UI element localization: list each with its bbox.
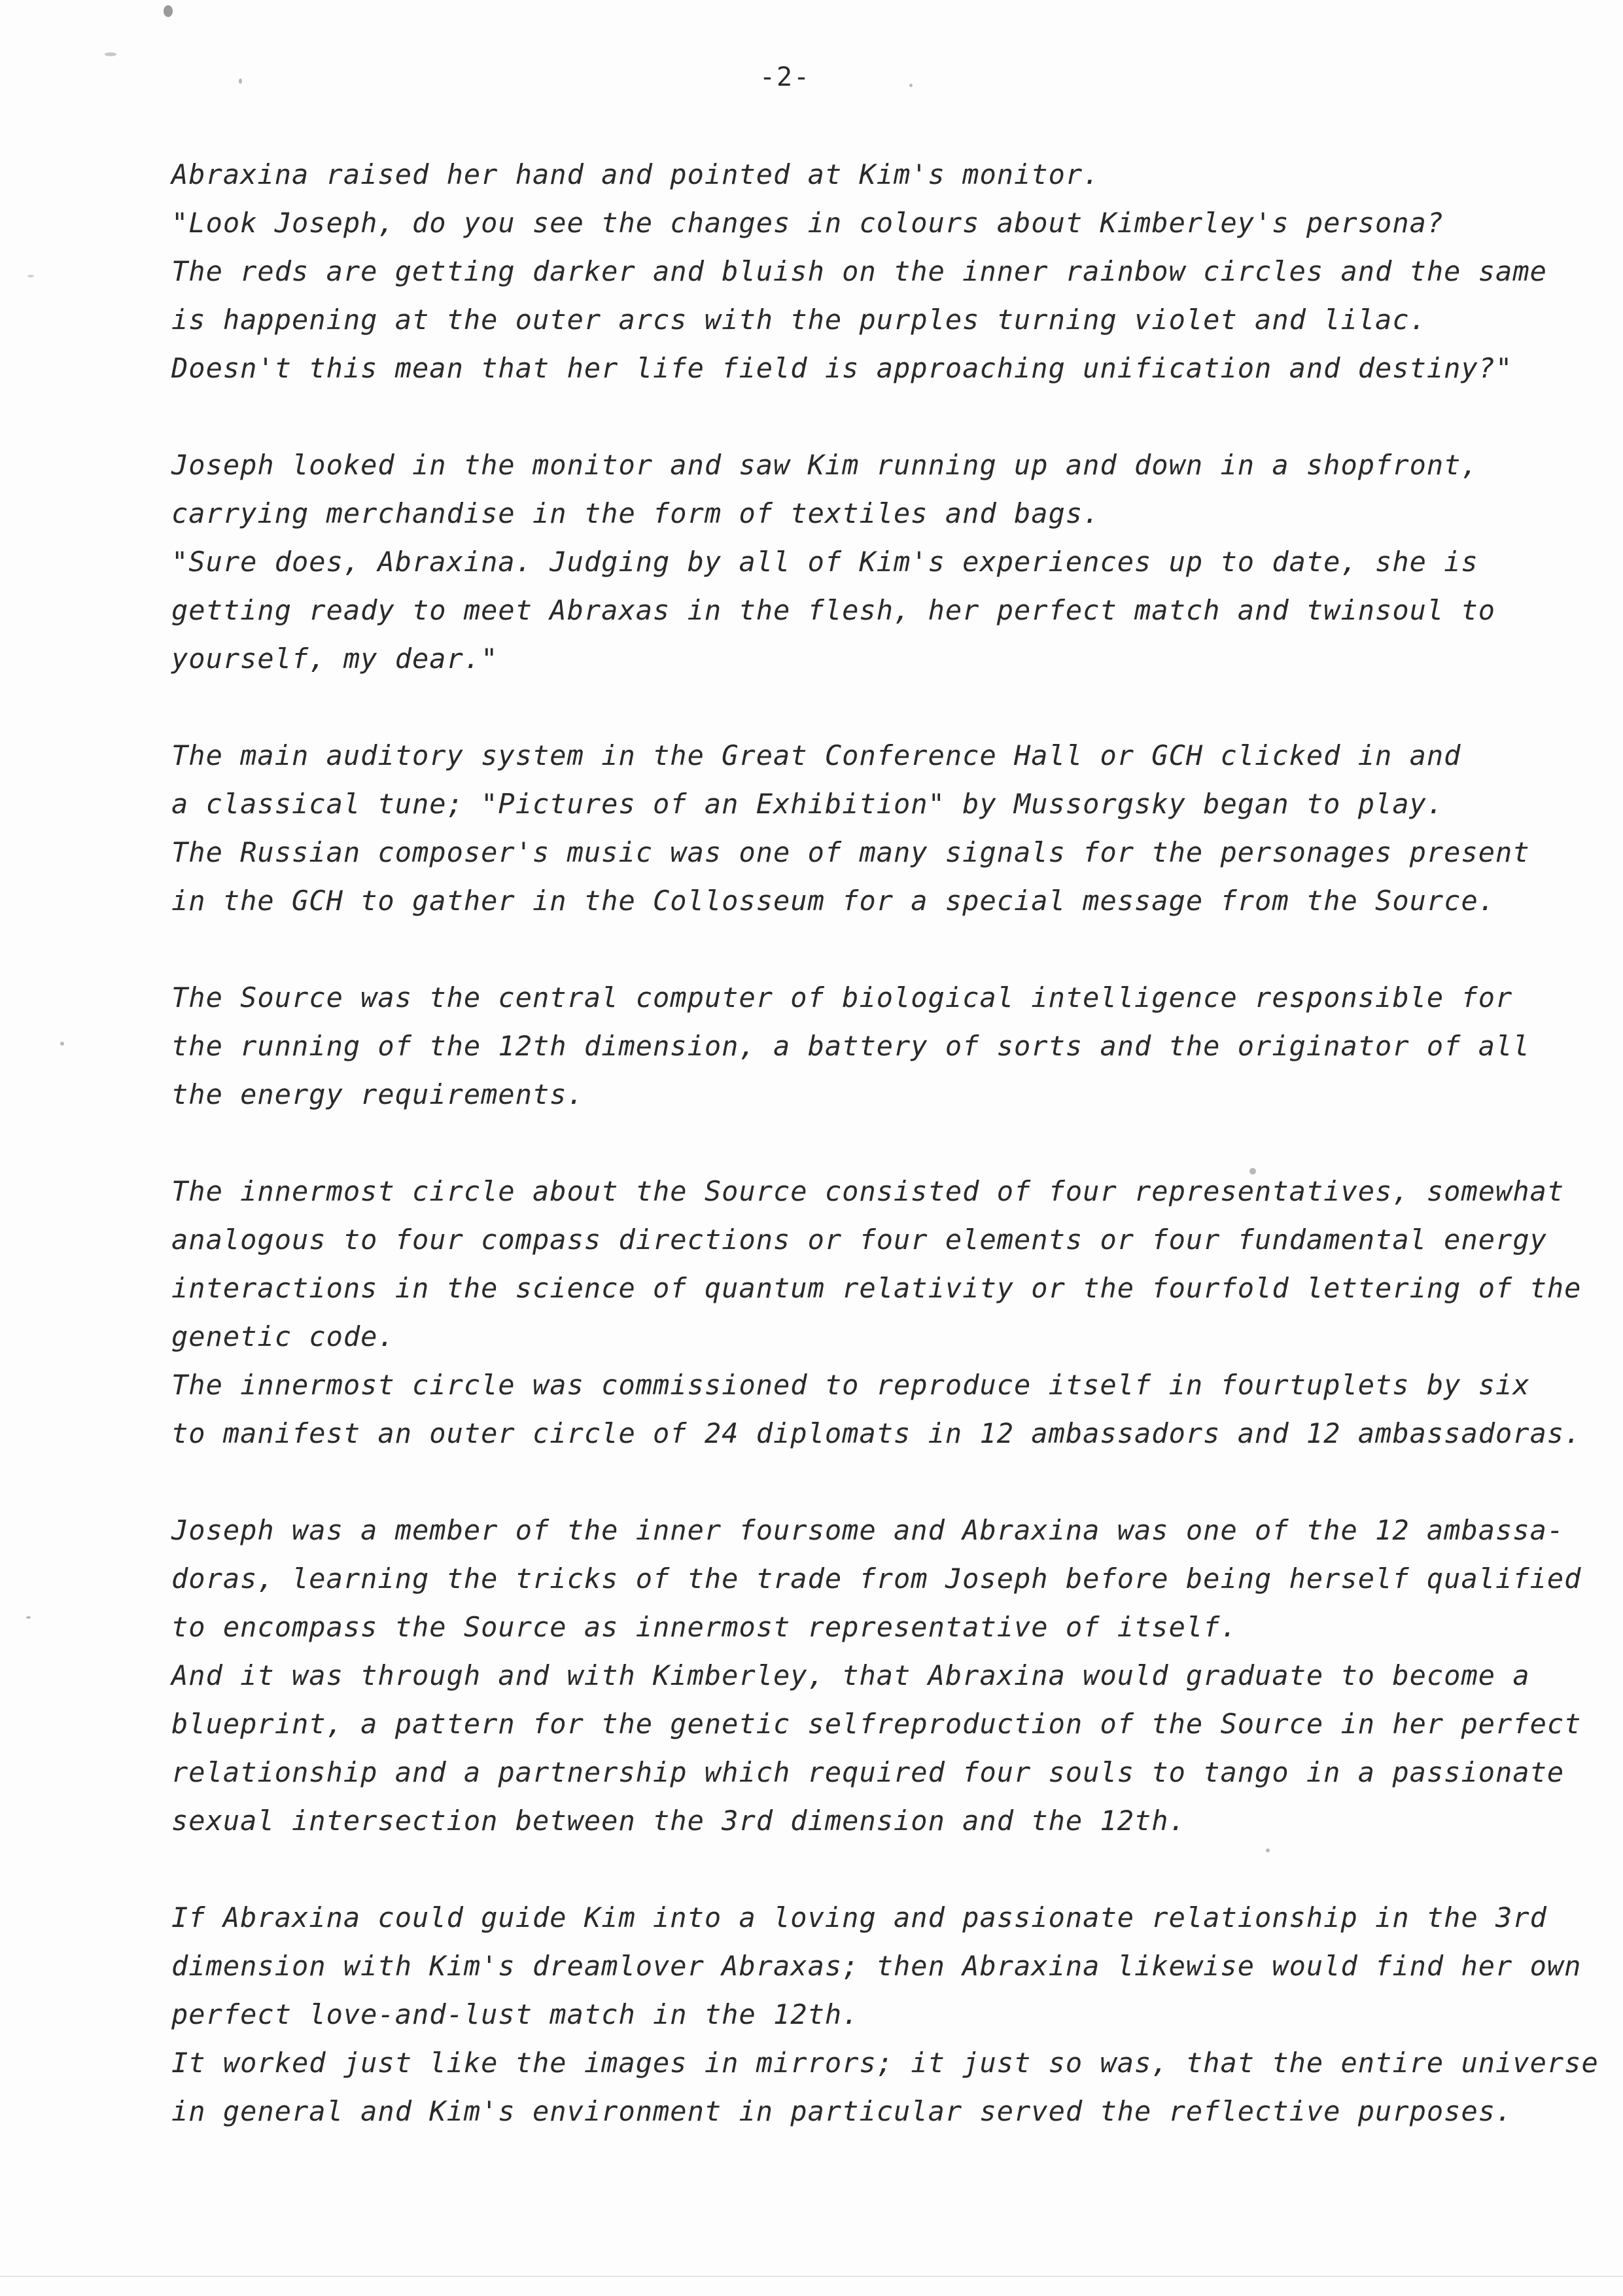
text-line: to manifest an outer circle of 24 diplomats in 12 ambassadors and 12 ambassadoras. <box>171 1417 1582 1449</box>
text-line: to encompass the Source as innermost representative of itself. <box>171 1611 1238 1643</box>
text-line: the running of the 12th dimension, a battery of sorts and the originator of all <box>171 1030 1530 1062</box>
text-line: genetic code. <box>171 1320 395 1352</box>
text-line: carrying merchandise in the form of textiles and bags. <box>171 497 1100 529</box>
text-line: in the GCH to gather in the Collosseum for a special message from the Source. <box>171 885 1496 917</box>
paragraph-4 <box>171 974 1578 1119</box>
paragraph-3 <box>171 732 1578 925</box>
text-line: blueprint, a pattern for the genetic selfreproduction of the Source in her perfect <box>171 1708 1582 1740</box>
paragraph-1 <box>171 150 1578 393</box>
text-line: It worked just like the images in mirrors; it just so was, that the entire universe <box>171 2047 1599 2079</box>
text-line: "Look Joseph, do you see the changes in colours about Kimberley's persona? <box>171 207 1444 239</box>
paragraph-5 <box>171 1167 1582 1458</box>
scan-bottom-edge <box>0 2276 1623 2277</box>
text-line: Joseph was a member of the inner foursome and Abraxina was one of the 12 ambassa- <box>171 1514 1565 1546</box>
text-line: The innermost circle about the Source consisted of four representatives, somewhat <box>171 1175 1565 1207</box>
paragraph-7 <box>171 1894 1599 2136</box>
text-line: in general and Kim's environment in particular served the reflective purposes. <box>171 2095 1513 2127</box>
text-line: The main auditory system in the Great Conference Hall or GCH clicked in and <box>171 739 1461 771</box>
text-line: The reds are getting darker and bluish on the inner rainbow circles and the same <box>171 255 1547 287</box>
scan-speck <box>26 1616 31 1619</box>
text-line: interactions in the science of quantum relativity or the fourfold lettering of the <box>171 1272 1582 1304</box>
text-line: Doesn't this mean that her life field is approaching unification and destiny?" <box>171 352 1513 384</box>
text-line: sexual intersection between the 3rd dimension and the 12th. <box>171 1805 1186 1837</box>
text-line: If Abraxina could guide Kim into a loving and passionate relationship in the 3rd <box>171 1901 1547 1934</box>
text-line: Abraxina raised her hand and pointed at Kim's monitor. <box>171 158 1100 190</box>
scan-speck <box>105 52 116 56</box>
scan-speck <box>60 1042 64 1046</box>
text-line: getting ready to meet Abraxas in the flesh, her perfect match and twinsoul to <box>171 594 1496 626</box>
text-line: doras, learning the tricks of the trade from Joseph before being herself qualified <box>171 1563 1582 1595</box>
text-line: dimension with Kim's dreamlover Abraxas; then Abraxina likewise would find her own <box>171 1950 1582 1982</box>
text-line: the energy requirements. <box>171 1078 584 1110</box>
text-line: yourself, my dear." <box>171 643 498 675</box>
text-line: And it was through and with Kimberley, that Abraxina would graduate to become a <box>171 1659 1530 1691</box>
text-line: The Russian composer's music was one of many signals for the personages present <box>171 836 1530 868</box>
text-line: "Sure does, Abraxina. Judging by all of Kim's experiences up to date, she is <box>171 546 1478 578</box>
text-line: is happening at the outer arcs with the purples turning violet and lilac. <box>171 304 1427 336</box>
text-line: relationship and a partnership which required four souls to tango in a passionate <box>171 1756 1565 1788</box>
scan-speck <box>164 5 173 17</box>
paragraph-2 <box>171 441 1578 683</box>
page-number: -2- <box>759 62 811 92</box>
text-line: The Source was the central computer of biological intelligence responsible for <box>171 981 1513 1014</box>
text-line: Joseph looked in the monitor and saw Kim running up and down in a shopfront, <box>171 449 1478 481</box>
scan-speck <box>27 275 34 277</box>
text-line: The innermost circle was commissioned to reproduce itself in fourtuplets by six <box>171 1369 1530 1401</box>
text-line: analogous to four compass directions or four elements or four fundamental energy <box>171 1224 1547 1256</box>
body-text <box>171 150 1599 2136</box>
paragraph-6 <box>171 1506 1582 1845</box>
text-line: perfect love-and-lust match in the 12th. <box>171 1998 860 2030</box>
text-line: a classical tune; "Pictures of an Exhibition" by Mussorgsky began to play. <box>171 788 1444 820</box>
